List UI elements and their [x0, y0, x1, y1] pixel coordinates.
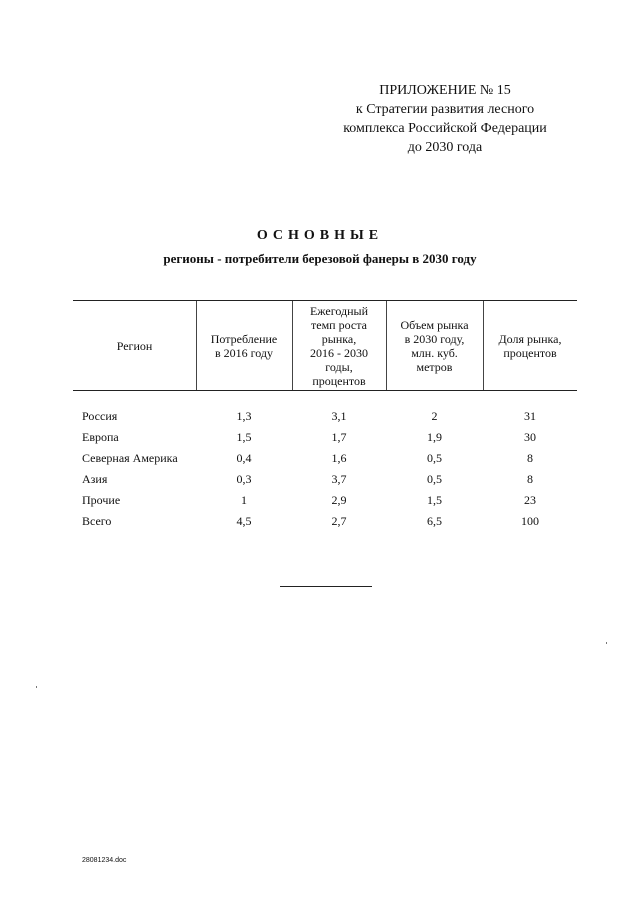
column-header-market-share [483, 301, 577, 390]
table-row [0, 409, 640, 429]
header-line: в 2016 году [214, 345, 274, 360]
header-line: годы, [325, 359, 353, 374]
document-subtitle: регионы - потребители березовой фанеры в 2030 году [163, 251, 477, 266]
cell-consumption: 1,3 [236, 409, 252, 423]
scan-speck [606, 642, 607, 644]
cell-consumption: 1,5 [236, 430, 252, 444]
header-line: Объем рынка [400, 317, 469, 332]
cell-growth: 3,7 [331, 472, 347, 486]
cell-consumption: 0,4 [236, 451, 252, 465]
appendix-number: ПРИЛОЖЕНИЕ № 15 [379, 83, 511, 98]
cell-consumption: 0,3 [236, 472, 252, 486]
cell-region: Азия [82, 472, 108, 486]
cell-region: Европа [82, 430, 119, 444]
cell-consumption: 1 [241, 493, 247, 507]
cell-region: Северная Америка [82, 451, 178, 465]
cell-market-volume: 0,5 [427, 451, 442, 465]
table-row-total [0, 514, 640, 534]
column-header-region [73, 301, 196, 390]
table-header-rule [73, 390, 577, 391]
column-header-growth [292, 301, 386, 390]
appendix-line: комплекса Российской Федерации [343, 121, 547, 136]
column-header-market-volume [386, 301, 483, 390]
table-row [0, 430, 640, 450]
cell-consumption: 4,5 [236, 514, 252, 528]
cell-market-volume: 1,9 [427, 430, 442, 444]
header-line: процентов [312, 373, 366, 388]
cell-region: Россия [82, 409, 118, 423]
appendix-header [300, 81, 590, 157]
header-line: Потребление [210, 331, 278, 346]
header-line: рынка, [321, 331, 357, 346]
cell-region: Прочие [82, 493, 121, 507]
table-row [0, 493, 640, 513]
table-row [0, 472, 640, 492]
cell-growth: 2,7 [331, 514, 347, 528]
cell-market-volume: 0,5 [427, 472, 442, 486]
cell-market-volume: 1,5 [427, 493, 442, 507]
header-line: в 2030 году, [404, 331, 465, 346]
cell-market-share: 8 [527, 451, 533, 465]
cell-region: Всего [82, 514, 112, 528]
header-line: 2016 - 2030 [309, 345, 368, 360]
document-title: ОСНОВНЫЕ [256, 228, 384, 243]
header-line: Ежегодный [309, 303, 369, 318]
header-line: Регион [116, 338, 153, 353]
cell-market-share: 100 [521, 514, 539, 528]
end-divider [280, 586, 372, 587]
header-line: метров [416, 359, 453, 374]
header-line: темп роста [311, 317, 367, 332]
cell-growth: 1,7 [331, 430, 347, 444]
cell-market-share: 31 [524, 409, 536, 423]
cell-market-volume: 6,5 [427, 514, 442, 528]
cell-growth: 2,9 [331, 493, 347, 507]
header-line: процентов [503, 345, 557, 360]
cell-growth: 3,1 [331, 409, 347, 423]
cell-market-share: 8 [527, 472, 533, 486]
column-header-consumption [196, 301, 292, 390]
appendix-line: к Стратегии развития лесного [355, 102, 535, 117]
footer-filename: 28081234.doc [82, 857, 127, 864]
table-row [0, 451, 640, 471]
cell-market-volume: 2 [431, 409, 438, 423]
scan-speck [36, 686, 37, 688]
cell-market-share: 30 [524, 430, 536, 444]
cell-growth: 1,6 [331, 451, 347, 465]
appendix-line: до 2030 года [407, 140, 483, 155]
header-line: Доля рынка, [498, 331, 562, 346]
cell-market-share: 23 [524, 493, 536, 507]
header-line: млн. куб. [411, 345, 458, 360]
